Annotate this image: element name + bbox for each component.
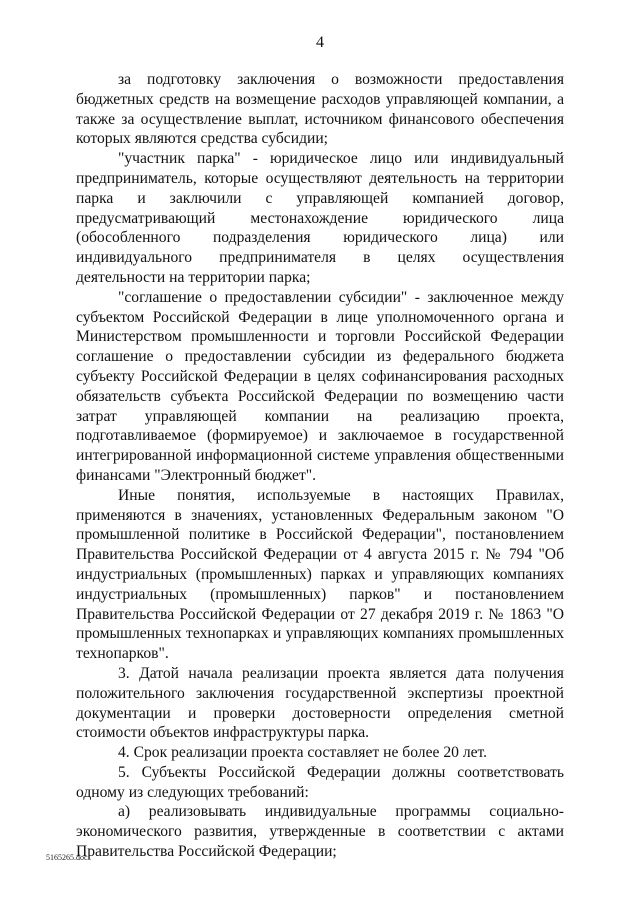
document-body [76,70,564,862]
paragraph: "участник парка" - юридическое лицо или индивидуальный предприниматель, которые осуществляют деятельность на территории парка и заключили с управляющей компанией договор, предусматривающий местонахождение юридического лица (обособленного подразделения юридического лица) или индивидуального предпринимателя в целях осуществления деятельности на территории парка; [76,150,564,286]
document-file-code: 5165265.doc [46,853,88,862]
paragraph: 5. Субъекты Российской Федерации должны соответствовать одному из следующих требований: [76,763,564,801]
paragraph: а) реализовывать индивидуальные программы социально-экономического развития, утвержденные в соответствии с актами Правительства Российской Федерации; [76,803,564,861]
paragraph: "соглашение о предоставлении субсидии" - заключенное между субъектом Российской Федерации в лице уполномоченного органа и Министерством промышленности и торговли Российской Федерации соглашение о предоставлении субсидии из федерального бюджета субъекту Российской Федерации в целях софинансирования расходных обязательств субъекта Российской Федерации по возмещению части затрат управляющей компании на реализацию проекта, подготавливаемое (формируемое) и заключаемое в государственной интегрированной информационной системе управления общественными финансами "Электронный бюджет". [76,288,564,484]
paragraph: 3. Датой начала реализации проекта является дата получения положительного заключения государственной экспертизы проектной документации и проверки достоверности определения сметной стоимости объектов инфраструктуры парка. [76,664,564,742]
paragraph: Иные понятия, используемые в настоящих Правилах, применяются в значениях, установленных Федеральным законом "О промышленной политике в Российской Федерации", постановлением Правительства Российской Федерации от 4 августа 2015 г. № 794 "Об индустриальных (промышленных) парках и управляющих компаниях индустриальных (промышленных) парков" и постановлением Правительства Российской Федерации от 27 декабря 2019 г. № 1863 "О промышленных технопарках и управляющих компаниях промышленных технопарков". [76,486,564,663]
paragraph: за подготовку заключения о возможности предоставления бюджетных средств на возмещение расходов управляющей компании, а также за осуществление выплат, источником финансового обеспечения которых являются средства субсидии; [76,71,564,148]
paragraph: 4. Срок реализации проекта составляет не более 20 лет. [118,744,488,762]
page-number: 4 [316,34,324,51]
